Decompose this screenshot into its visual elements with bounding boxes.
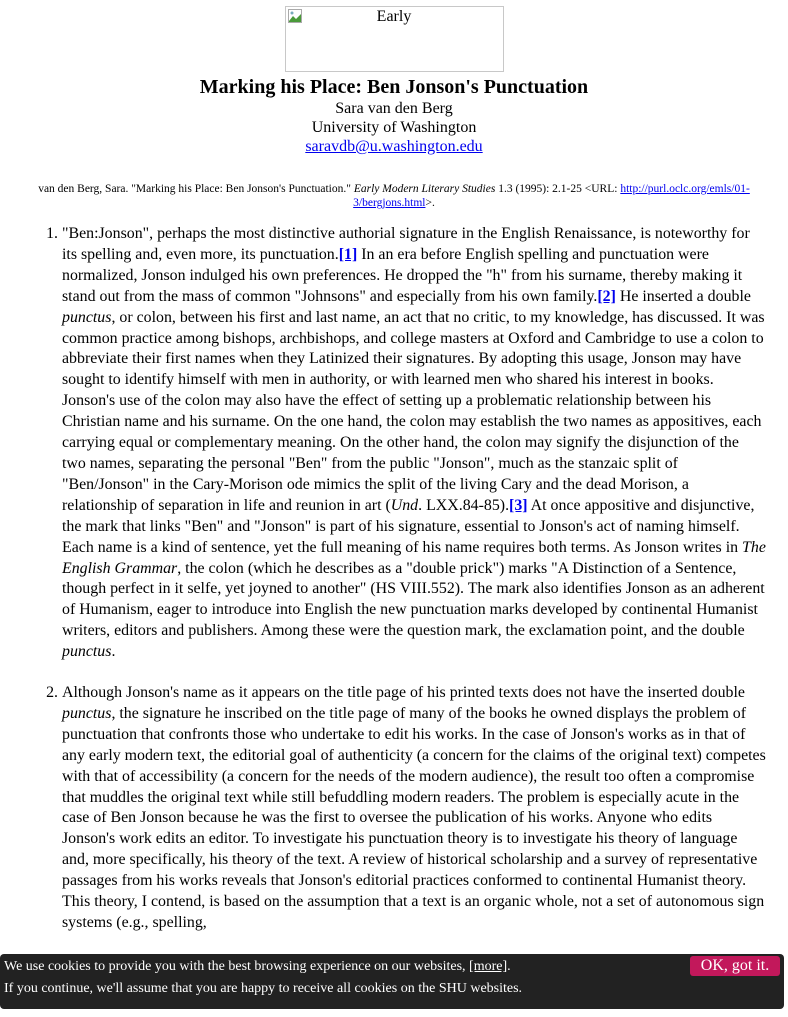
paragraph-text: , or colon, between his first and last name, an act that no critic, to my knowledge, has discussed. It was common practice among bishops, archbishops, and college masters at Oxford and Cambridge to use a colon to abbreviate their first names when they Latinized their signatures. By adopting this usage, Jonson may have sought to identify himself with men in authority, or with learned men who shared his interest in books. Jonson's use of the colon may also have the effect of setting up a problematic relationship between his Christian name and his surname. On the one hand, the colon may establish the two names as appositives, each carrying equal or complementary meaning. On the other hand, the colon may signify the disjunction of the two names, separating the personal "Ben" from the public "Jonson", much as the stanzaic split of "Ben/Jonson" in the Cary-Morison ode mimics the split of the living Cary and the dead Morison, a relationship of separation in life and reunion in art ( [62, 308, 765, 514]
cookie-line-2: If you continue, we'll assume that you are happy to receive all cookies on the SHU websites. [4, 980, 523, 996]
paragraph-text: , the signature he inscribed on the title page of many of the books he owned displays the problem of punctuation that confronts those who undertake to edit his works. In the case of Jonson's works as in that of any early modern text, the editorial goal of authenticity (a concern for the claims of the original text) competes with that of accessibility (a concern for the needs of the modern audience), the result too often a compromise that muddles the original text while still befuddling modern readers. The problem is especially acute in the case of Ben Jonson because he was the first to oversee the publication of his works. Anyone who edits Jonson's work edits an editor. To investigate his punctuation theory is to investigate his theory of language and, more specifically, his theory of the text. A review of historical scholarship and a survey of representative passages from his works reveals that Jonson's editorial practices conformed to continental Humanist theory. This theory, I contend, is based on the assumption that a text is an organic whole, not a set of autonomous sign systems (e.g., spelling, [62, 704, 766, 931]
cookie-more-link[interactable]: [more] [469, 958, 508, 974]
paragraph-1 [62, 224, 766, 663]
footnote-link[interactable]: [1] [338, 245, 358, 263]
citation [0, 182, 788, 210]
citation-url-link[interactable]: http://purl.oclc.org/emls/01-3/bergjons.html [353, 183, 750, 209]
paragraph-text: . [111, 643, 116, 661]
italic-text: punctus [62, 643, 112, 661]
italic-text: The English Grammar [62, 538, 766, 577]
footnote-link[interactable]: [3] [509, 496, 528, 514]
paragraph-text: "Ben:Jonson", perhaps the most distinctive authorial signature in the English Renaissance, is noteworthy for its spelling and, even more, its punctuation. [62, 225, 750, 263]
paragraph-text: In an era before English spelling and punctuation were normalized, Jonson indulged his own preferences. He dropped the "h" from his surname, thereby making it stand out from the mass of common "Johnsons" and especially from his own family. [62, 245, 743, 305]
author-affiliation: University of Washington [311, 119, 477, 136]
cookie-banner [0, 954, 784, 1009]
italic-text: punctus [62, 704, 112, 722]
author-email-link[interactable]: saravdb@u.washington.edu [305, 138, 483, 155]
paragraph-2 [62, 683, 766, 934]
paragraph-text: At once appositive and disjunctive, the mark that links "Ben" and "Jonson" is part of his signature, essential to Jonson's act of naming himself. Each name is a kind of sentence, yet the full meaning of his name requires both terms. As Jonson writes in [62, 496, 755, 556]
banner-alt-text: Early [376, 8, 412, 25]
italic-text: Und [390, 496, 419, 514]
citation-prefix: van den Berg, Sara. "Marking his Place: Ben Jonson's Punctuation." [38, 183, 354, 195]
cookie-message: We use cookies to provide you with the best browsing experience on our websites, [4, 958, 470, 974]
paragraph-text: . LXX.84-85). [418, 496, 510, 514]
cookie-accept-button[interactable]: OK, got it. [690, 956, 780, 976]
footnote-link[interactable]: [2] [597, 287, 616, 305]
paragraph-text: He inserted a double [615, 287, 751, 305]
author-name: Sara van den Berg [335, 100, 453, 117]
paragraph-text: Although Jonson's name as it appears on the title page of his printed texts does not have the inserted double [62, 684, 745, 702]
article-header [0, 0, 788, 156]
citation-suffix: >. [425, 197, 435, 209]
paragraph-text: , the colon (which he describes as a "double prick") marks "A Distinction of a Sentence, though perfect in it selfe, yet joyned to another" (HS VIII.552). The mark also identifies Jonson as an adherent of Humanism, eager to introduce into English the new punctuation marks developed by continental Humanist writers, editors and publishers. Among these were the question mark, the exclamation point, and the double [62, 559, 765, 640]
citation-details: 1.3 (1995): 2.1-25 <URL: [495, 183, 621, 195]
cookie-line-1 [4, 959, 511, 975]
page-title: Marking his Place: Ben Jonson's Punctuation [199, 76, 589, 98]
citation-journal: Early Modern Literary Studies [353, 183, 496, 195]
italic-text: punctus [62, 308, 112, 326]
journal-banner-image [285, 6, 504, 72]
article-paragraphs [8, 224, 766, 934]
cookie-period: . [507, 958, 511, 974]
